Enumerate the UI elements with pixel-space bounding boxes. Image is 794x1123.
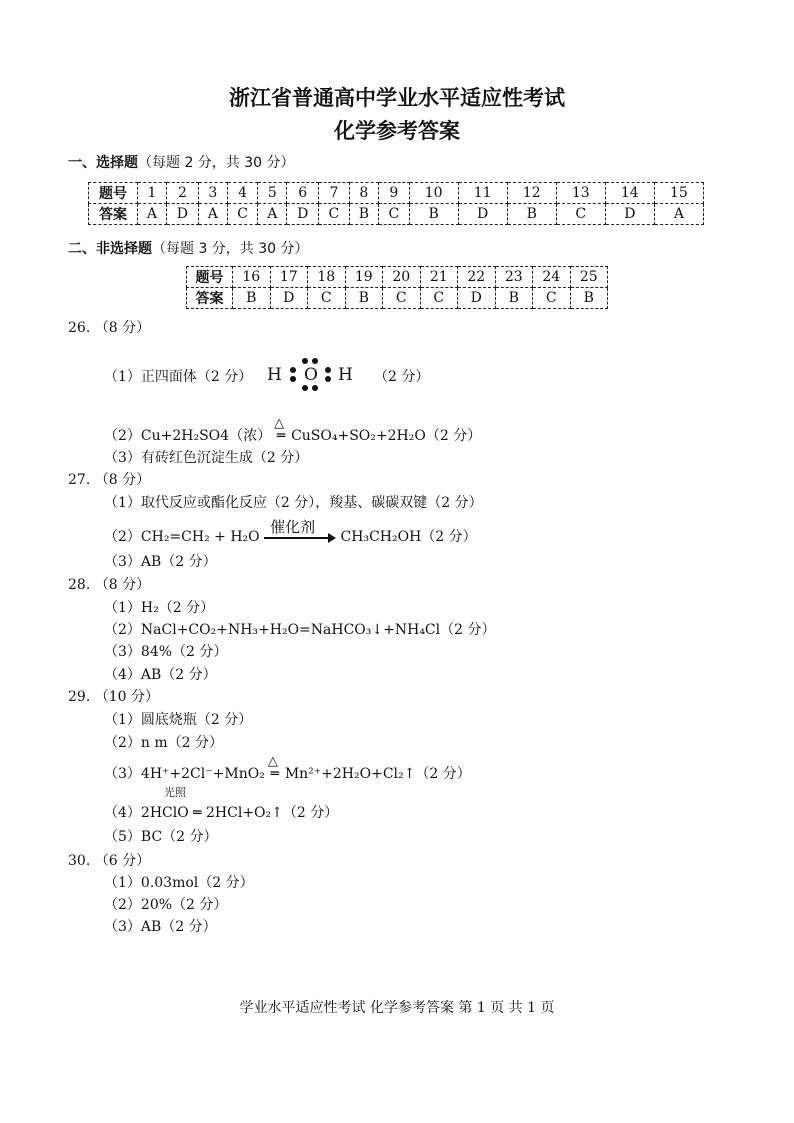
table2-answer: B bbox=[233, 288, 271, 309]
page-subtitle: 化学参考答案 bbox=[334, 119, 460, 143]
table1-question-number: 4 bbox=[227, 183, 258, 204]
table1-answer: C bbox=[319, 204, 350, 225]
heat-symbol: △ ═ bbox=[267, 754, 280, 782]
table1-answer: C bbox=[227, 204, 258, 225]
q26-part1-score: （2 分） bbox=[374, 369, 430, 385]
table2-question-number: 25 bbox=[570, 267, 608, 288]
table1-label-a: 答案 bbox=[89, 204, 138, 225]
q30-part1: （1）0.03mol（2 分） bbox=[104, 875, 254, 891]
table1-question-number: 1 bbox=[138, 183, 167, 204]
table1-question-number: 2 bbox=[166, 183, 198, 204]
table2-question-number: 20 bbox=[383, 267, 421, 288]
table2-question-number: 19 bbox=[345, 267, 383, 288]
q26-heading: 26. （8 分） bbox=[68, 320, 151, 336]
table2-label-q: 题号 bbox=[187, 267, 233, 288]
table1-question-number: 11 bbox=[458, 183, 507, 204]
section2-note: （每题 3 分，共 30 分） bbox=[152, 241, 309, 257]
table2-answer: B bbox=[570, 288, 608, 309]
table2-answer: C bbox=[383, 288, 421, 309]
light-condition-label: 光照 bbox=[164, 786, 186, 799]
q29-part3 bbox=[104, 754, 471, 783]
q27-part1: （1）取代反应或酯化反应（2 分），羧基、碳碳双键（2 分） bbox=[104, 495, 483, 511]
table2-answer: D bbox=[458, 288, 496, 309]
q30-heading: 30. （6 分） bbox=[68, 853, 151, 869]
water-o: O bbox=[304, 365, 318, 385]
table2-question-number: 17 bbox=[270, 267, 308, 288]
q27-heading: 27. （8 分） bbox=[68, 472, 151, 488]
table1-question-number: 13 bbox=[556, 183, 605, 204]
q27-part2-reactants: （2）CH₂=CH₂ + H₂O bbox=[104, 529, 260, 545]
q26-part2 bbox=[104, 416, 482, 445]
table1-answer: C bbox=[379, 204, 410, 225]
section1-note: （每题 2 分，共 30 分） bbox=[138, 155, 295, 171]
table2-question-number: 23 bbox=[495, 267, 533, 288]
q30-part2: （2）20%（2 分） bbox=[104, 897, 228, 913]
catalyst-arrow bbox=[264, 518, 336, 544]
table2-question-number: 22 bbox=[458, 267, 496, 288]
table2-answer: B bbox=[495, 288, 533, 309]
table1-question-number: 9 bbox=[379, 183, 410, 204]
q29-part1: （1）圆底烧瓶（2 分） bbox=[104, 712, 253, 728]
table2-label-a: 答案 bbox=[187, 288, 233, 309]
page-footer: 学业水平适应性考试 化学参考答案 第 1 页 共 1 页 bbox=[239, 1000, 555, 1016]
table1-question-number: 15 bbox=[654, 183, 703, 204]
table1-answer: A bbox=[258, 204, 287, 225]
table1-answer: D bbox=[166, 204, 198, 225]
table1-answer: B bbox=[409, 204, 458, 225]
q29-part4: （4）2HClO ═ 2HCl+O₂↑（2 分） bbox=[104, 805, 339, 821]
table1-question-number: 8 bbox=[349, 183, 378, 204]
table1-answer: D bbox=[287, 204, 319, 225]
q29-heading: 29. （10 分） bbox=[68, 689, 159, 705]
q30-part3: （3）AB（2 分） bbox=[104, 919, 217, 935]
table1-question-number: 12 bbox=[507, 183, 556, 204]
table1-question-number: 6 bbox=[287, 183, 319, 204]
table1-question-number: 10 bbox=[409, 183, 458, 204]
section1-heading bbox=[68, 152, 295, 172]
answer-table-1 bbox=[88, 182, 704, 225]
water-h-left: H bbox=[267, 365, 282, 385]
electron-dot bbox=[312, 358, 318, 364]
table1-label-q: 题号 bbox=[89, 183, 138, 204]
table1-answer: B bbox=[507, 204, 556, 225]
q26-part2-products: CuSO₄+SO₂+2H₂O（2 分） bbox=[291, 428, 482, 444]
q26-part3: （3）有砖红色沉淀生成（2 分） bbox=[104, 450, 309, 466]
q28-part2: （2）NaCl+CO₂+NH₃+H₂O=NaHCO₃↓+NH₄Cl（2 分） bbox=[104, 622, 496, 638]
table1-answer: C bbox=[556, 204, 605, 225]
q28-part3: （3）84%（2 分） bbox=[104, 644, 228, 660]
q26-part1: （1）正四面体（2 分） bbox=[104, 369, 253, 385]
table1-question-number: 3 bbox=[198, 183, 227, 204]
table1-answer: A bbox=[654, 204, 703, 225]
section1-title: 一、选择题 bbox=[68, 155, 138, 171]
page-title: 浙江省普通高中学业水平适应性考试 bbox=[229, 86, 565, 110]
q26-part2-reactants: （2）Cu+2H₂SO4（浓） bbox=[104, 428, 272, 444]
table1-question-number: 5 bbox=[258, 183, 287, 204]
catalyst-label: 催化剂 bbox=[270, 518, 316, 536]
electron-dot bbox=[290, 367, 296, 373]
section2-title: 二、非选择题 bbox=[68, 241, 152, 257]
table2-question-number: 16 bbox=[233, 267, 271, 288]
electron-dot bbox=[302, 385, 308, 391]
section2-heading bbox=[68, 238, 309, 258]
electron-dot bbox=[325, 367, 331, 373]
q28-part4: （4）AB（2 分） bbox=[104, 667, 217, 683]
q27-part2-product: CH₃CH₂OH（2 分） bbox=[340, 529, 477, 545]
electron-dot bbox=[312, 385, 318, 391]
table2-question-number: 18 bbox=[308, 267, 346, 288]
heat-symbol: △ ═ bbox=[274, 416, 286, 444]
table1-answer: D bbox=[605, 204, 654, 225]
table2-answer: B bbox=[345, 288, 383, 309]
table2-question-number: 21 bbox=[420, 267, 458, 288]
table1-answer: D bbox=[458, 204, 507, 225]
table1-answer: A bbox=[198, 204, 227, 225]
water-electron-dot-diagram bbox=[264, 356, 358, 392]
q27-part2 bbox=[104, 518, 477, 546]
table2-answer: C bbox=[308, 288, 346, 309]
table2-question-number: 24 bbox=[533, 267, 571, 288]
answer-table-2 bbox=[186, 266, 608, 309]
q28-heading: 28. （8 分） bbox=[68, 577, 151, 593]
table2-answer: C bbox=[420, 288, 458, 309]
table1-question-number: 7 bbox=[319, 183, 350, 204]
q28-part1: （1）H₂（2 分） bbox=[104, 600, 215, 616]
q27-part3: （3）AB（2 分） bbox=[104, 554, 217, 570]
q29-part2: （2）n m（2 分） bbox=[104, 735, 224, 751]
table2-answer: D bbox=[270, 288, 308, 309]
table1-answer: A bbox=[138, 204, 167, 225]
electron-dot bbox=[325, 376, 331, 382]
table2-answer: C bbox=[533, 288, 571, 309]
water-h-right: H bbox=[338, 365, 353, 385]
q29-part5: （5）BC（2 分） bbox=[104, 829, 218, 845]
table1-answer: B bbox=[349, 204, 378, 225]
table1-question-number: 14 bbox=[605, 183, 654, 204]
electron-dot bbox=[290, 376, 296, 382]
q29-part3-products: Mn²⁺+2H₂O+Cl₂↑（2 分） bbox=[284, 766, 471, 782]
electron-dot bbox=[302, 358, 308, 364]
q29-part3-reactants: （3）4H⁺+2Cl⁻+MnO₂ bbox=[104, 766, 265, 782]
